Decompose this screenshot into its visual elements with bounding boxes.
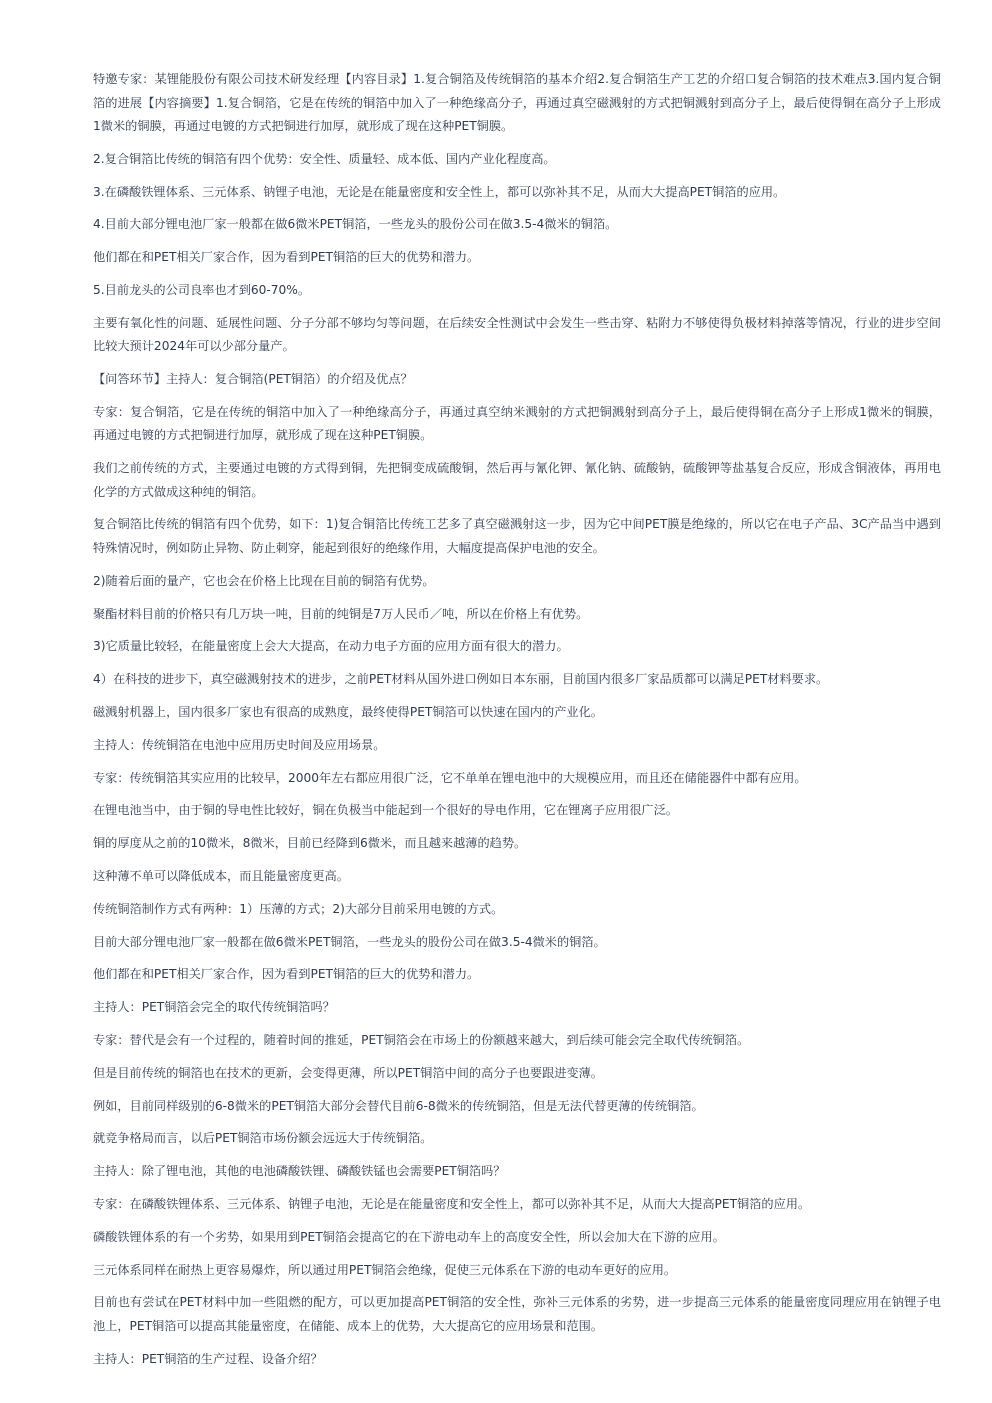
paragraph: 主持人：PET铜箔的生产过程、设备介绍？ xyxy=(93,1351,323,1366)
paragraph: 目前也有尝试在PET材料中加一些阻燃的配方，可以更加提高PET铜箔的安全性，弥补三元体系的劣势，进一步提高三元体系的能量密度同理应用在钠锂子电池上，PET铜箔可以提高其能量密度，在储能、成本上的优势，大大提高它的应用场景和范围。 xyxy=(93,1295,941,1333)
paragraph: 聚酯材料目前的价格只有几万块一吨，目前的纯铜是7万人民币／吨，所以在价格上有优势。 xyxy=(93,606,589,621)
paragraph: 这种薄不单可以降低成本，而且能量密度更高。 xyxy=(93,868,349,883)
paragraph: 专家：传统铜箔其实应用的比较早，2000年左右都应用很广泛，它不单单在锂电池中的大规模应用，而且还在储能器件中都有应用。 xyxy=(93,770,807,785)
paragraph: 他们都在和PET相关厂家合作，因为看到PET铜箔的巨大的优势和潜力。 xyxy=(93,967,480,982)
paragraph: 3)它质量比较轻，在能量密度上会大大提高，在动力电子方面的应用方面有很大的潜力。 xyxy=(93,639,569,654)
paragraph: 2)随着后面的量产，它也会在价格上比现在目前的铜箔有优势。 xyxy=(93,573,435,588)
paragraph: 他们都在和PET相关厂家合作，因为看到PET铜箔的巨大的优势和潜力。 xyxy=(93,250,480,265)
paragraph: 主要有氧化性的问题、延展性问题、分子分部不够均匀等问题，在后续安全性测试中会发生一些击穿、粘附力不够使得负极材料掉落等情况，行业的进步空间比较大预计2024年可以少部分量产。 xyxy=(93,315,941,354)
paragraph: 3.在磷酸铁锂体系、三元体系、钠锂子电池，无论是在能量密度和安全性上，都可以弥补其不足，从而大大提高PET铜箔的应用。 xyxy=(93,184,786,199)
paragraph: 4）在科技的进步下，真空磁溅射技术的进步，之前PET材料从国外进口例如日本东丽，目前国内很多厂家品质都可以满足PET材料要求。 xyxy=(93,672,829,687)
paragraph: 5.目前龙头的公司良率也才到60-70%。 xyxy=(93,282,311,297)
paragraph: 三元体系同样在耐热上更容易爆炸，所以通过用PET铜箔会绝缘，促使三元体系在下游的电动车更好的应用。 xyxy=(93,1262,677,1277)
paragraph: 主持人：PET铜箔会完全的取代传统铜箔吗？ xyxy=(93,1000,335,1015)
paragraph: 2.复合铜箔比传统的铜箔有四个优势：安全性、质量轻、成本低、国内产业化程度高。 xyxy=(93,151,556,166)
paragraph: 传统铜箔制作方式有两种：1）压薄的方式；2)大部分目前采用电镀的方式。 xyxy=(93,901,504,916)
paragraph: 例如，目前同样级别的6-8微米的PET铜箔大部分会替代目前6-8微米的传统铜箔，但是无法代替更薄的传统铜箔。 xyxy=(93,1098,704,1113)
document-body xyxy=(93,68,941,1380)
paragraph: 专家：在磷酸铁锂体系、三元体系、钠锂子电池，无论是在能量密度和安全性上，都可以弥补其不足，从而大大提高PET铜箔的应用。 xyxy=(93,1196,811,1211)
paragraph: 铜的厚度从之前的10微米，8微米，目前已经降到6微米，而且越来越薄的趋势。 xyxy=(93,836,527,851)
paragraph: 磷酸铁锂体系的有一个劣势，如果用到PET铜箔会提高它的在下游电动车上的高度安全性，所以会加大在下游的应用。 xyxy=(93,1229,725,1244)
paragraph: 【问答环节】主持人：复合铜箔(PET铜箔）的介绍及优点？ xyxy=(93,372,413,387)
paragraph: 主持人：传统铜箔在电池中应用历史时间及应用场景。 xyxy=(93,737,386,752)
paragraph: 特邀专家：某锂能股份有限公司技术研发经理【内容目录】1.复合铜箔及传统铜箔的基本介绍2.复合铜箔生产工艺的介绍口复合铜箔的技术难点3.国内复合铜箔的进展【内容摘要】1.复合铜箔，它是在传统的铜箔中加入了一种绝缘高分子，再通过真空磁溅射的方式把铜溅射到高分子上，最后使得铜在高分子上形成1微米的铜膜，再通过电镀的方式把铜进行加厚，就形成了现在这种PET铜膜。 xyxy=(93,72,941,133)
paragraph: 在锂电池当中，由于铜的导电性比较好，铜在负极当中能起到一个很好的导电作用，它在锂离子应用很广泛。 xyxy=(93,803,678,818)
paragraph: 4.目前大部分锂电池厂家一般都在做6微米PET铜箔，一些龙头的股份公司在做3.5-4微米的铜箔。 xyxy=(93,217,618,232)
paragraph: 复合铜箔比传统的铜箔有四个优势，如下：1)复合铜箔比传统工艺多了真空磁溅射这一步，因为它中间PET膜是绝缘的，所以它在电子产品、3C产品当中遇到特殊情况时，例如防止异物、防止刺穿，能起到很好的绝缘作用，大幅度提高保护电池的安全。 xyxy=(93,517,941,555)
paragraph: 磁溅射机器上，国内很多厂家也有很高的成熟度，最终使得PET铜箔可以快速在国内的产业化。 xyxy=(93,704,603,719)
paragraph: 就竞争格局而言，以后PET铜箔市场份额会远远大于传统铜箔。 xyxy=(93,1131,433,1146)
paragraph: 专家：替代是会有一个过程的，随着时间的推延，PET铜箔会在市场上的份额越来越大，到后续可能会完全取代传统铜箔。 xyxy=(93,1032,750,1047)
paragraph: 但是目前传统的铜箔也在技术的更新，会变得更薄，所以PET铜箔中间的高分子也要跟进变薄。 xyxy=(93,1065,603,1080)
paragraph: 主持人：除了锂电池，其他的电池磷酸铁锂、磷酸铁锰也会需要PET铜箔吗？ xyxy=(93,1164,506,1179)
paragraph: 我们之前传统的方式，主要通过电镀的方式得到铜，先把铜变成硫酸铜，然后再与氰化钾、氰化钠、硫酸钠，硫酸钾等盐基复合反应，形成含铜液体，再用电化学的方式做成这种纯的铜箔。 xyxy=(93,461,941,499)
paragraph: 目前大部分锂电池厂家一般都在做6微米PET铜箔，一些龙头的股份公司在做3.5-4微米的铜箔。 xyxy=(93,934,606,949)
paragraph: 专家：复合铜箔，它是在传统的铜箔中加入了一种绝缘高分子，再通过真空纳米溅射的方式把铜溅射到高分子上，最后使得铜在高分子上形成1微米的铜膜，再通过电镀的方式把铜进行加厚，就形成了现在这种PET铜膜。 xyxy=(93,404,941,443)
